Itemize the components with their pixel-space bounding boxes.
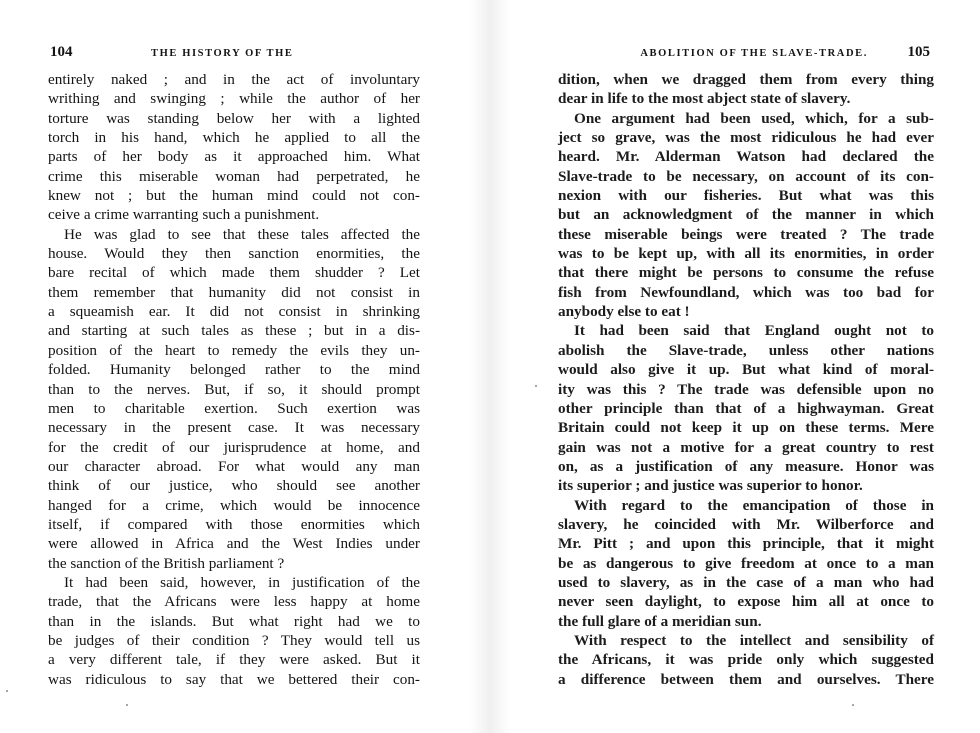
right-page-header <box>555 44 930 66</box>
text-line: nexion with our fisheries. But what was this <box>558 187 934 205</box>
text-line: was ridiculous to say that we bettered their con- <box>48 670 420 688</box>
text-line: ject so grave, was the most ridiculous he had ever <box>558 129 934 147</box>
right-running-head: ABOLITION OF THE SLAVE-TRADE. <box>640 48 868 59</box>
text-line: dear in life to the most abject state of slavery. <box>558 90 851 108</box>
text-line: was to be kept up, with all its enormities, in order <box>558 245 934 263</box>
text-line: heard. Mr. Alderman Watson had declared the <box>558 148 934 166</box>
text-line: think of our justice, who should see another <box>48 477 420 495</box>
text-line: were allowed in Africa and the West Indies under <box>48 535 420 553</box>
text-line: the sanction of the British parliament ? <box>48 554 285 572</box>
text-line: be as dangerous to give freedom at once to a man <box>558 554 934 572</box>
scan-speck <box>6 690 8 692</box>
text-line: them remember that humanity did not consist in <box>48 283 420 301</box>
text-line: folded. Humanity belonged rather to the mind <box>48 361 420 379</box>
text-line: these miserable beings were treated ? The trade <box>558 225 934 243</box>
text-line: anybody else to eat ! <box>558 303 690 321</box>
scan-speck <box>126 704 128 706</box>
text-line: for the credit of our jurisprudence at home, and <box>48 438 420 456</box>
text-line: on, as a justification of any measure. Honor was <box>558 457 934 475</box>
text-line: writhing and swinging ; while the author of her <box>48 90 420 108</box>
text-line: trade, that the Africans were less happy at home <box>48 593 420 611</box>
text-line: torch in his hand, which he applied to all the <box>48 129 420 147</box>
left-running-head: THE HISTORY OF THE <box>151 48 294 59</box>
text-line: used to slavery, as in the case of a man who had <box>558 573 934 591</box>
text-line: the full glare of a meridian sun. <box>558 612 762 630</box>
text-line: entirely naked ; and in the act of involuntary <box>48 71 420 88</box>
text-line: position of the heart to remedy the evils they un- <box>48 341 420 359</box>
text-line: necessary in the present case. It was necessary <box>48 419 420 437</box>
text-line: house. Would they then sanction enormities, the <box>48 245 420 263</box>
text-line: than in the islands. But what right had we to <box>48 612 420 630</box>
text-line: a difference between them and ourselves. There <box>558 670 934 688</box>
text-line: than to the nerves. But, if so, it should prompt <box>48 380 420 398</box>
text-line: fish from Newfoundland, which was too bad for <box>558 283 934 301</box>
left-page-body-text <box>48 70 420 689</box>
text-line: With respect to the intellect and sensibility of <box>574 631 934 649</box>
text-line: parts of her body as it approached him. What <box>48 148 420 166</box>
text-line: It had been said that England ought not to <box>574 322 934 340</box>
text-line: abolish the Slave-trade, unless other nations <box>558 341 934 359</box>
text-line: Mr. Pitt ; and upon this principle, that it might <box>558 535 934 553</box>
text-line: hanged for a crime, which would be innocence <box>48 496 420 514</box>
text-line: that there might be persons to consume the refuse <box>558 264 934 282</box>
text-line: itself, if compared with those enormities which <box>48 515 420 533</box>
text-line: men to charitable exertion. Such exertion was <box>48 399 420 417</box>
text-line: the Africans, it was pride only which suggested <box>558 651 934 669</box>
scan-speck <box>535 385 537 387</box>
text-line: other principle than that of a highwayman. Great <box>558 399 934 417</box>
text-line: bare recital of which made them shudder ? Let <box>48 264 420 282</box>
text-line: One argument had been used, which, for a sub- <box>574 109 934 127</box>
text-line: Slave-trade to be necessary, on account of its con- <box>558 167 934 185</box>
text-line: It had been said, however, in justification of the <box>64 573 420 591</box>
text-line: ceive a crime warranting such a punishment. <box>48 206 320 224</box>
text-line: would also give it up. But what kind of moral- <box>558 361 934 379</box>
text-line: a squeamish ear. It did not consist in shrinking <box>48 303 420 321</box>
text-line: its superior ; and justice was superior to honor. <box>558 477 863 495</box>
right-page <box>490 0 980 733</box>
text-line: Britain could not keep it up on these terms. Mere <box>558 419 934 437</box>
text-line: our character abroad. For what would any man <box>48 457 420 475</box>
right-page-number: 105 <box>907 44 930 60</box>
text-line: crime this miserable woman had perpetrated, he <box>48 167 420 185</box>
text-line: gain was not a motive for a great country to rest <box>558 438 934 456</box>
left-page-number: 104 <box>50 44 73 60</box>
right-page-body-text <box>558 70 934 689</box>
text-line: torture was standing below her with a lighted <box>48 109 420 127</box>
text-line: a very different tale, if they were asked. But it <box>48 651 420 669</box>
left-page-header <box>50 44 430 66</box>
text-line: be judges of their condition ? They would tell us <box>48 631 420 649</box>
text-line: dition, when we dragged them from every thing <box>558 71 934 88</box>
scan-speck <box>852 704 854 706</box>
text-line: ity was this ? The trade was defensible upon no <box>558 380 934 398</box>
text-line: He was glad to see that these tales affected the <box>64 225 420 243</box>
text-line: and starting at such tales as these ; but in a dis- <box>48 322 420 340</box>
text-line: With regard to the emancipation of those in <box>574 496 934 514</box>
text-line: never seen daylight, to expose him all at once to <box>558 593 934 611</box>
text-line: knew not ; but the human mind could not con- <box>48 187 420 205</box>
text-line: slavery, he coincided with Mr. Wilberforce and <box>558 515 934 533</box>
text-line: but an acknowledgment of the manner in which <box>558 206 934 224</box>
